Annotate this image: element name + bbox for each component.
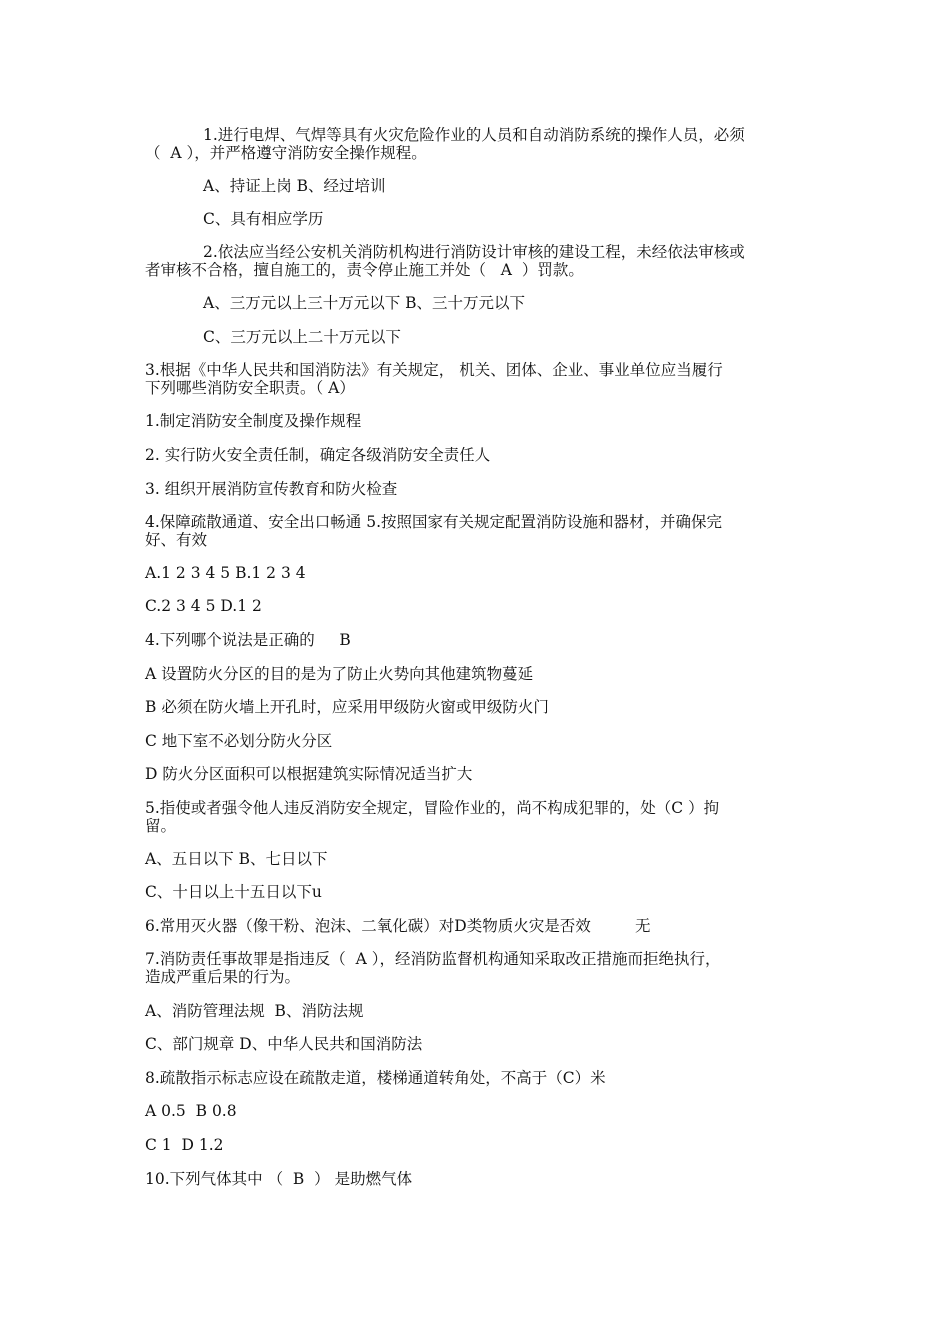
question-3-option-cd: C.2 3 4 5 D.1 2 [145,597,262,615]
question-4-option-b: B 必须在防火墙上开孔时，应采用甲级防火窗或甲级防火门 [145,698,549,716]
question-8-option-cd: C 1 D 1.2 [145,1136,224,1154]
question-3-text: 3.根据《中华人民共和国消防法》有关规定， 机关、团体、企业、事业单位应当履行 [145,361,723,379]
question-7-text-cont: 造成严重后果的行为。 [145,968,301,986]
question-4-option-a: A 设置防火分区的目的是为了防止火势向其他建筑物蔓延 [145,665,534,683]
question-3-text-cont: 下列哪些消防安全职责。（ A） [145,379,355,397]
question-3-item-4-5: 4.保障疏散通道、安全出口畅通 5.按照国家有关规定配置消防设施和器材，并确保完 [145,513,723,531]
question-3-item-1: 1.制定消防安全制度及操作规程 [145,412,362,430]
question-5-option-c: C、十日以上十五日以下u [145,883,322,901]
question-5-option-ab: A、五日以下 B、七日以下 [145,850,328,868]
question-1-text-cont: （ A ），并严格遵守消防安全操作规程。 [145,144,427,162]
question-3-item-3: 3. 组织开展消防宣传教育和防火检查 [145,480,398,498]
question-7-text: 7.消防责任事故罪是指违反（ A ），经消防监督机构通知采取改正措施而拒绝执行， [145,950,721,968]
question-8-text: 8.疏散指示标志应设在疏散走道，楼梯通道转角处，不高于（C）米 [145,1069,606,1087]
question-6-text: 6.常用灭火器（像干粉、泡沫、二氧化碳）对D类物质火灾是否效 无 [145,917,651,935]
question-1-option-ab: A、持证上岗 B、经过培训 [203,177,386,195]
question-4-option-d: D 防火分区面积可以根据建筑实际情况适当扩大 [145,765,473,783]
question-10-text: 10.下列气体其中 （ B ） 是助燃气体 [145,1170,413,1188]
question-5-text-cont: 留。 [145,817,177,835]
question-2-text: 2.依法应当经公安机关消防机构进行消防设计审核的建设工程，未经依法审核或 [203,243,745,261]
question-5-text: 5.指使或者强令他人违反消防安全规定，冒险作业的，尚不构成犯罪的，处（C ）拘 [145,799,720,817]
question-8-option-ab: A 0.5 B 0.8 [145,1102,237,1120]
question-7-option-cd: C、部门规章 D、中华人民共和国消防法 [145,1035,423,1053]
question-3-item-2: 2. 实行防火安全责任制，确定各级消防安全责任人 [145,446,491,464]
question-3-item-4-5-cont: 好、有效 [145,531,208,549]
question-1-text: 1.进行电焊、气焊等具有火灾危险作业的人员和自动消防系统的操作人员，必须 [203,126,745,144]
question-2-option-ab: A、三万元以上三十万元以下 B、三十万元以下 [203,294,526,312]
question-1-option-c: C、具有相应学历 [203,210,324,228]
question-4-text: 4.下列哪个说法是正确的 B [145,631,351,649]
question-3-option-ab: A.1 2 3 4 5 B.1 2 3 4 [145,564,306,582]
question-2-option-c: C、三万元以上二十万元以下 [203,328,401,346]
question-4-option-c: C 地下室不必划分防火分区 [145,732,333,750]
question-2-text-cont: 者审核不合格，擅自施工的，责令停止施工并处（ A ）罚款。 [145,261,584,279]
question-7-option-ab: A、消防管理法规 B、消防法规 [145,1002,364,1020]
